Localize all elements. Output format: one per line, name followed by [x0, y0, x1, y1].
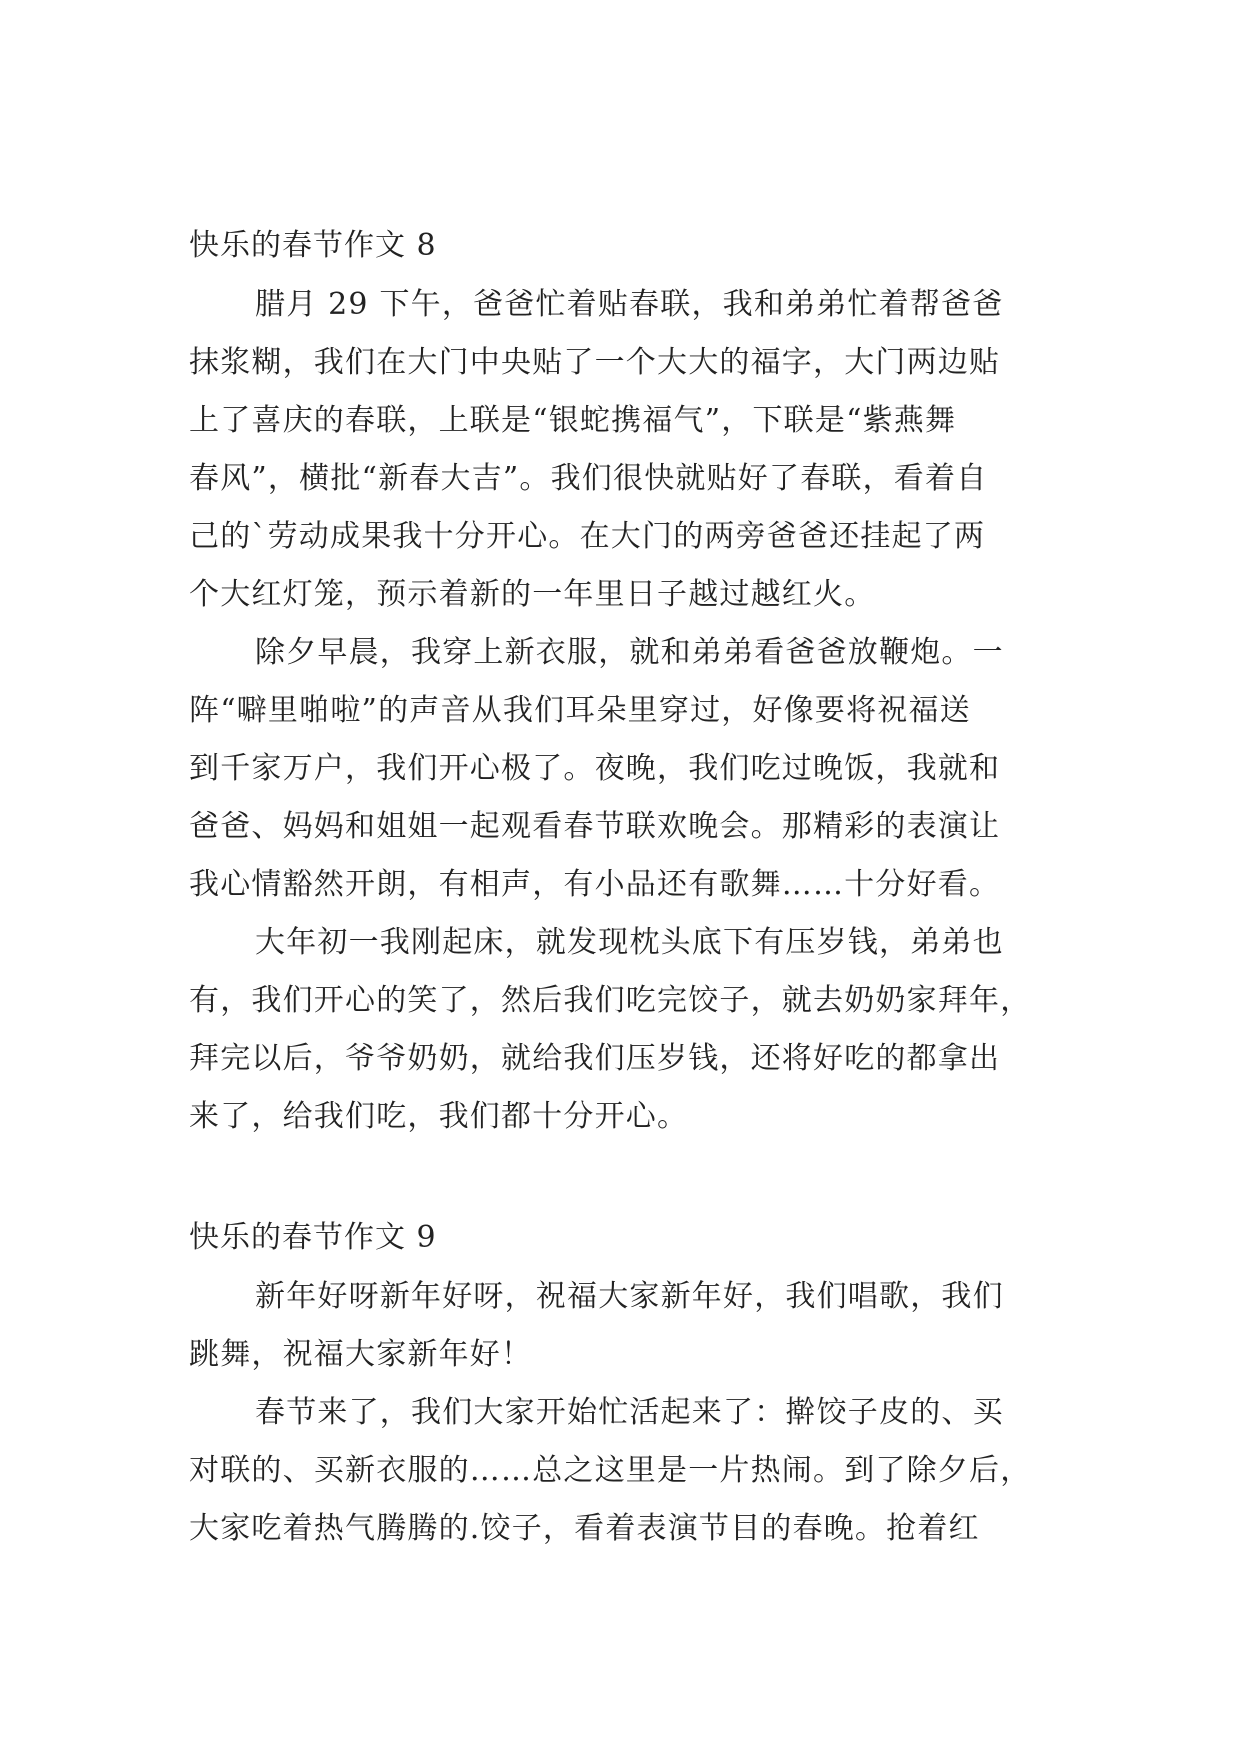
text-line: 春节来了，我们大家开始忙活起来了：擀饺子皮的、买 [255, 1395, 1004, 1430]
text-line: 除夕早晨，我穿上新衣服，就和弟弟看爸爸放鞭炮。一 [255, 635, 1004, 670]
text-line: 腊月 29 下午，爸爸忙着贴春联，我和弟弟忙着帮爸爸 [255, 287, 1004, 322]
paragraph [189, 276, 1049, 624]
paragraph [189, 1268, 1049, 1384]
text-line: 爸爸、妈妈和姐姐一起观看春节联欢晚会。那精彩的表演让 [189, 809, 1001, 844]
text-line: 阵“噼里啪啦”的声音从我们耳朵里穿过，好像要将祝福送 [189, 693, 971, 728]
document-body [189, 216, 1049, 1558]
text-line: 我心情豁然开朗，有相声，有小品还有歌舞……十分好看。 [189, 867, 1001, 902]
text-line: 来了，给我们吃，我们都十分开心。 [189, 1099, 689, 1134]
text-line: 新年好呀新年好呀，祝福大家新年好，我们唱歌，我们 [255, 1279, 1004, 1314]
paragraph [189, 624, 1049, 914]
paragraph [189, 914, 1049, 1146]
text-line: 跳舞，祝福大家新年好！ [189, 1337, 533, 1372]
text-line: 抹浆糊，我们在大门中央贴了一个大大的福字，大门两边贴 [189, 345, 1001, 380]
text-line: 春风”，横批“新春大吉”。我们很快就贴好了春联，看着自 [189, 461, 988, 496]
paragraph [189, 1384, 1049, 1558]
text-line: 上了喜庆的春联，上联是“银蛇携福气”，下联是“紫燕舞 [189, 403, 957, 438]
text-line: 拜完以后，爷爷奶奶，就给我们压岁钱，还将好吃的都拿出 [189, 1041, 1001, 1076]
text-line: 对联的、买新衣服的……总之这里是一片热闹。到了除夕后， [189, 1453, 1032, 1488]
essay-8 [189, 216, 1049, 1146]
text-line: 己的`劳动成果我十分开心。在大门的两旁爸爸还挂起了两 [189, 519, 986, 554]
essay-9 [189, 1208, 1049, 1558]
text-line: 个大红灯笼，预示着新的一年里日子越过越红火。 [189, 577, 876, 612]
text-line: 大家吃着热气腾腾的.饺子，看着表演节目的春晚。抢着红 [189, 1511, 980, 1546]
text-line: 到千家万户，我们开心极了。夜晚，我们吃过晚饭，我就和 [189, 751, 1001, 786]
text-line: 大年初一我刚起床，就发现枕头底下有压岁钱，弟弟也 [255, 925, 1004, 960]
text-line: 有，我们开心的笑了，然后我们吃完饺子，就去奶奶家拜年， [189, 983, 1032, 1018]
section-spacer [189, 1146, 1049, 1208]
essay-title: 快乐的春节作文 9 [189, 1220, 437, 1255]
essay-title: 快乐的春节作文 8 [189, 228, 437, 263]
